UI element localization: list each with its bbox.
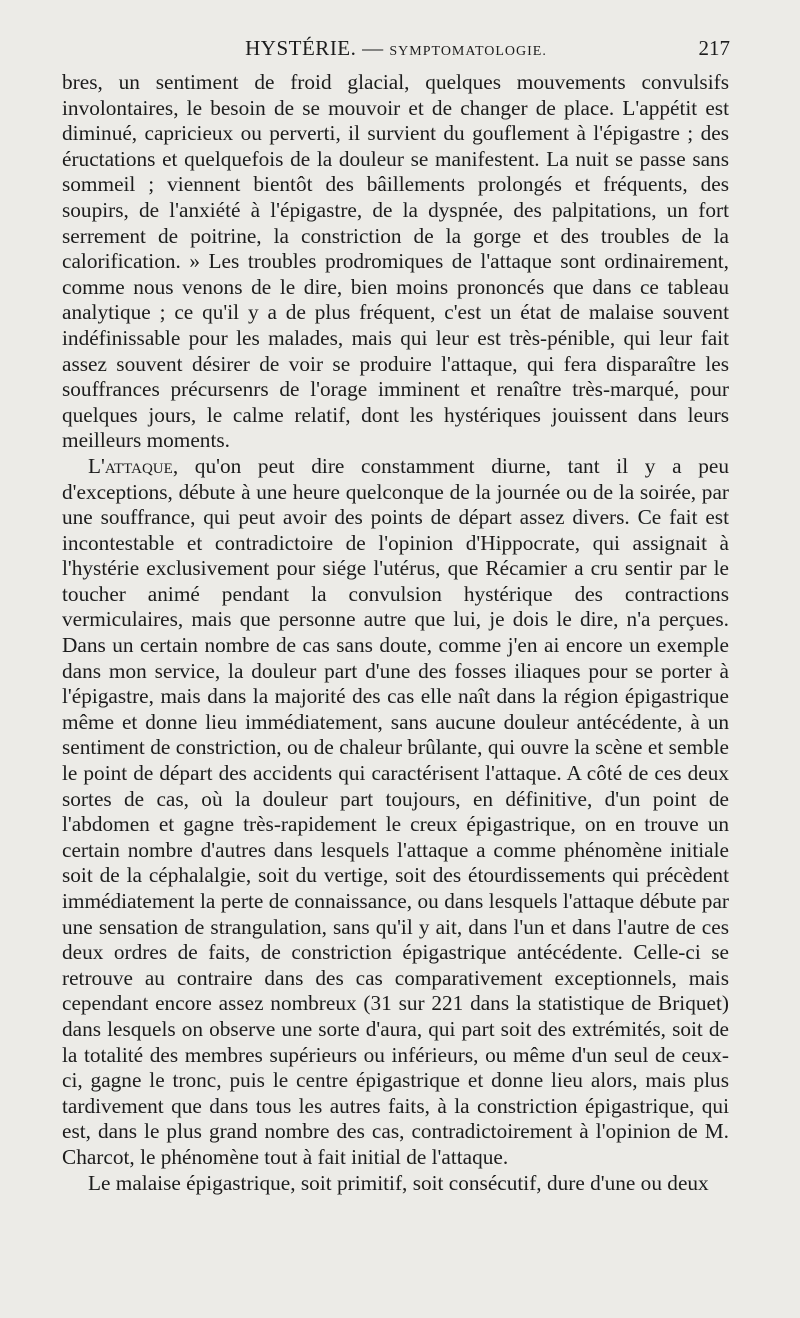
- running-title-main: HYSTÉRIE.: [245, 36, 357, 60]
- running-title-sub: SYMPTOMATOLOGIE.: [389, 44, 547, 59]
- running-title-dash: —: [356, 36, 390, 60]
- page-number: 217: [698, 36, 730, 60]
- paragraph: [62, 70, 729, 454]
- running-header: [62, 36, 730, 70]
- paragraph: [62, 454, 729, 1171]
- paragraph-text: Le malaise épigastrique, soit primitif, soit consécutif, dure d'une ou deux: [88, 1170, 709, 1195]
- paragraph-text: bres, un sentiment de froid glacial, quelques mouvements convulsifs involontaires, le besoin de se mouvoir et de changer de place. L'appétit est diminué, capricieux ou perverti, il survient du gouflement à l'épigastre ; des éructations et quelquefois de la douleur se manifestent. La nuit se passe sans sommeil ; viennent bientôt des bâillements prolongés et fréquents, des soupirs, de l'anxiété à l'épigastre, de la dyspnée, des palpitations, un fort serrement de poitrine, la constriction de la gorge et des troubles de la calorification. » Les troubles prodromiques de l'attaque sont ordinairement, comme nous venons de le dire, bien moins prononcés que dans ce tableau analytique ; ce qu'il y a de plus fréquent, c'est un état de malaise souvent indéfinissable pour les malades, mais qui leur est très-pénible, qui leur fait assez souvent désirer de voir se produire l'attaque, qui fera disparaître les souffrances précursenrs de l'orage imminent et renaître très-marqué, pour quelques jours, le calme relatif, dont les hystériques jouissent dans leurs meilleurs moments.: [62, 70, 729, 453]
- body-text: [62, 70, 729, 1196]
- paragraph-text: , qu'on peut dire constamment diurne, tant il y a peu d'exceptions, débute à une heure quelconque de la journée ou de la soirée, par une souffrance, qui peut avoir des points de départ assez divers. Ce fait est incontestable et contradictoire de l'opinion d'Hippocrate, qui assignait à l'hystérie exclusivement pour siége l'utérus, que Récamier a cru sentir par le toucher animé pendant la convulsion hystérique des contractions vermiculaires, mais que personne autre que lui, je dois le dire, n'a perçues. Dans un certain nombre de cas sans doute, comme j'en ai encore un exemple dans mon service, la douleur part d'une des fosses iliaques pour se porter à l'épigastre, mais dans la majorité des cas elle naît dans la région épigastrique même et donne lieu immédiatement, sans aucune douleur antécédente, à un sentiment de constriction, ou de chaleur brûlante, qui ouvre la scène et semble le point de départ des accidents qui caractérisent l'attaque. A côté de ces deux sortes de cas, où la douleur part toujours, en définitive, d'un point de l'abdomen et gagne très-rapidement le creux épigastrique, on en trouve un certain nombre d'autres dans lesquels l'attaque a comme phénomène initiale soit de la céphalalgie, soit du vertige, soit des étourdissements qui précèdent immédiatement la perte de connaissance, ou dans lesquels l'attaque débute par une sensation de strangulation, sans qu'il y ait, dans l'un et dans l'autre de ces deux ordres de faits, de constriction épigastrique antécédente. Celle-ci se retrouve au contraire dans des cas comparativement exceptionnels, mais cependant encore assez nombreux (31 sur 221 dans la statistique de Briquet) dans lesquels on observe une sorte d'aura, qui part soit des extrémités, soit de la totalité des membres supérieurs ou inférieurs, ou même d'un seul de ceux-ci, gagne le tronc, puis le centre épigastrique et donne lieu alors, mais plus tardivement que dans tous les autres faits, à la constriction épigastrique, qui est, dans le plus grand nombre des cas, contradictoirement à l'opinion de M. Charcot, le phénomène tout à fait initial de l'attaque.: [62, 453, 729, 1169]
- running-title: [62, 36, 730, 61]
- paragraph: [62, 1171, 729, 1197]
- paragraph-lead: L'attaque: [88, 453, 173, 478]
